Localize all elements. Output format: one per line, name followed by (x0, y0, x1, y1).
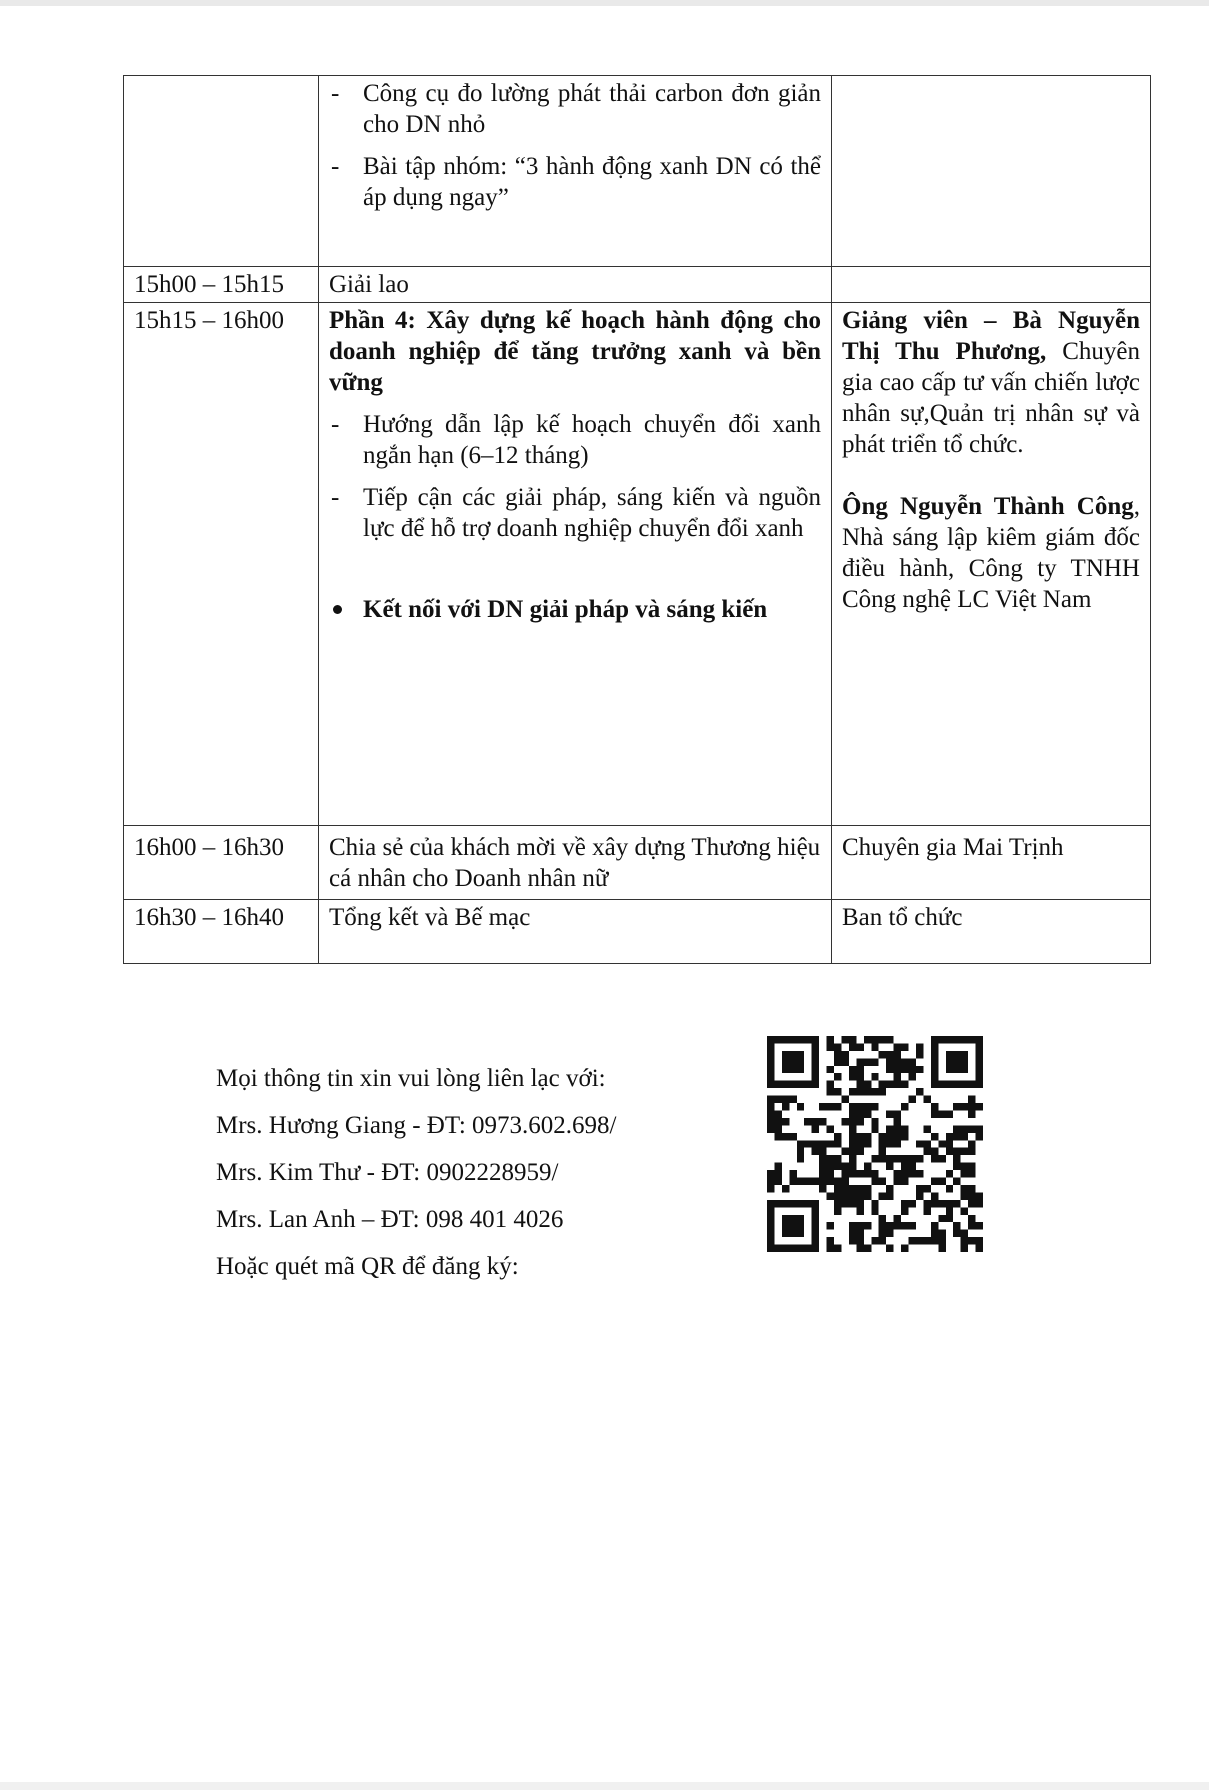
speaker-cell: Ban tổ chức (832, 900, 1151, 964)
content-cell: Giải lao (319, 267, 832, 303)
time-cell: 15h00 – 15h15 (124, 267, 319, 303)
agenda-table (123, 75, 1151, 964)
content-cell: Chia sẻ của khách mời về xây dựng Thương hiệu cá nhân cho Doanh nhân nữ (319, 826, 832, 900)
qr-prompt: Hoặc quét mã QR để đăng ký: (216, 1253, 519, 1280)
bullet-item (329, 594, 821, 625)
speaker-cell (832, 303, 1151, 826)
speaker-cell (832, 76, 1151, 267)
list-item: - Bài tập nhóm: “3 hành động xanh DN có thể áp dụng ngay” (329, 151, 821, 213)
speaker-2-desc: , Nhà sáng lập kiêm giám đốc điều hành, Công ty TNHH Công nghệ LC Việt Nam (842, 493, 1140, 613)
content-cell (319, 303, 832, 826)
time-cell (124, 76, 319, 267)
list-item: - Hướng dẫn lập kế hoạch chuyển đổi xanh ngắn hạn (6–12 tháng) (329, 409, 821, 471)
time-cell: 16h00 – 16h30 (124, 826, 319, 900)
speaker-1-desc: Chuyên gia cao cấp tư vấn chiến lược nhân sự,Quản trị nhân sự và phát triển tổ chức. (842, 338, 1140, 458)
content-cell (319, 76, 832, 267)
table-row (124, 303, 1151, 826)
speaker-cell: Chuyên gia Mai Trịnh (832, 826, 1151, 900)
contact-block (216, 1064, 617, 1299)
speaker-2 (842, 491, 1140, 615)
contact-line: Mrs. Hương Giang - ĐT: 0973.602.698/ (216, 1112, 617, 1139)
contact-line: Mrs. Kim Thư - ĐT: 0902228959/ (216, 1159, 559, 1186)
table-row (124, 267, 1151, 303)
dash-list (329, 78, 821, 213)
speaker-1 (842, 305, 1140, 460)
section-heading: Phần 4: Xây dựng kế hoạch hành động cho doanh nghiệp để tăng trưởng xanh và bền vững (329, 307, 821, 396)
bullet-text: Kết nối với DN giải pháp và sáng kiến (363, 596, 768, 623)
bottom-edge (0, 1782, 1209, 1790)
top-edge (0, 0, 1209, 6)
contact-line: Mrs. Lan Anh – ĐT: 098 401 4026 (216, 1206, 564, 1233)
time-cell: 16h30 – 16h40 (124, 900, 319, 964)
table-row (124, 900, 1151, 964)
list-item: - Công cụ đo lường phát thải carbon đơn giản cho DN nhỏ (329, 78, 821, 140)
dash-list (329, 409, 821, 544)
list-item: - Tiếp cận các giải pháp, sáng kiến và nguồn lực để hỗ trợ doanh nghiệp chuyển đổi xanh (329, 482, 821, 544)
speaker-2-name: Ông Nguyễn Thành Công (842, 493, 1134, 520)
bullet-dot-icon (333, 605, 342, 614)
table-row (124, 826, 1151, 900)
speaker-1-name: Giảng viên – Bà Nguyễn Thị Thu Phương, (842, 307, 1140, 365)
qr-code-icon[interactable] (766, 1036, 984, 1252)
table-row (124, 76, 1151, 267)
contact-intro: Mọi thông tin xin vui lòng liên lạc với: (216, 1065, 606, 1092)
time-cell: 15h15 – 16h00 (124, 303, 319, 826)
speaker-cell (832, 267, 1151, 303)
content-cell: Tổng kết và Bế mạc (319, 900, 832, 964)
